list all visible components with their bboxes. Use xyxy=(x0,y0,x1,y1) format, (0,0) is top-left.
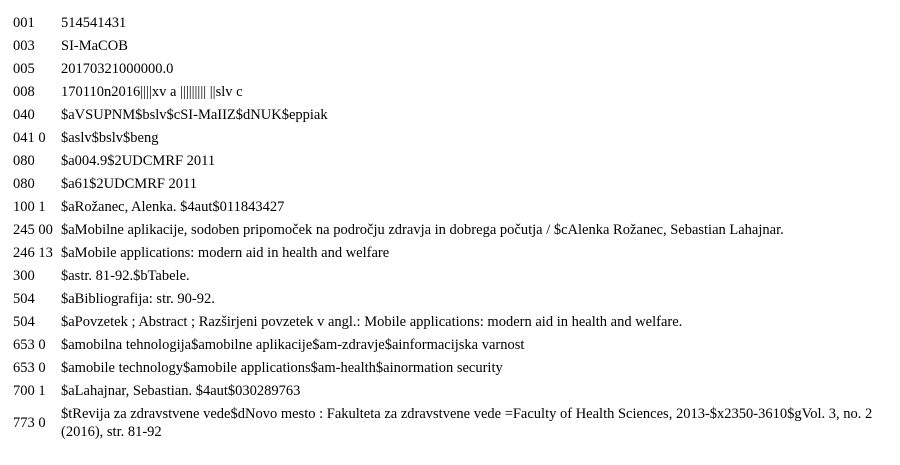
field-row xyxy=(0,267,900,285)
field-tag: 773 0 xyxy=(13,415,46,431)
field-tag: 700 1 xyxy=(13,383,46,399)
field-row xyxy=(0,60,900,78)
field-row xyxy=(0,152,900,170)
field-row xyxy=(0,37,900,55)
field-tag: 246 13 xyxy=(13,245,53,261)
field-tag: 653 0 xyxy=(13,337,46,353)
field-tag: 504 xyxy=(13,314,35,330)
field-value: $a61$2UDCMRF 2011 xyxy=(61,176,198,192)
field-row xyxy=(0,290,900,308)
field-value: $aVSUPNM$bslv$cSI-MaIIZ$dNUK$eppiak xyxy=(61,107,328,123)
field-row xyxy=(0,221,900,239)
field-row xyxy=(0,382,900,400)
field-tag: 080 xyxy=(13,153,35,169)
field-row xyxy=(0,106,900,124)
marc-record xyxy=(0,14,900,446)
field-value: 170110n2016||||xv a ||||||||| ||slv c xyxy=(61,84,243,100)
field-value: $aPovzetek ; Abstract ; Razširjeni povzetek v angl.: Mobile applications: modern aid in health and welfare. xyxy=(61,314,683,330)
field-value: $aLahajnar, Sebastian. $4aut$030289763 xyxy=(61,383,301,399)
field-value: $amobile technology$amobile applications$am-health$ainormation security xyxy=(61,360,503,376)
field-value: $aMobilne aplikacije, sodoben pripomoček na področju zdravja in dobrega počutja / $cAlenka Rožanec, Sebastian Lahajnar. xyxy=(61,222,784,238)
field-row xyxy=(0,359,900,377)
field-value: $aBibliografija: str. 90-92. xyxy=(61,291,215,307)
field-value: SI-MaCOB xyxy=(61,38,128,54)
field-row xyxy=(0,175,900,193)
field-row xyxy=(0,405,900,441)
field-tag: 653 0 xyxy=(13,360,46,376)
field-tag: 504 xyxy=(13,291,35,307)
field-row xyxy=(0,244,900,262)
field-value: $amobilna tehnologija$amobilne aplikacije$am-zdravje$ainformacijska varnost xyxy=(61,337,525,353)
field-row xyxy=(0,313,900,331)
field-tag: 041 0 xyxy=(13,130,46,146)
field-value: $aslv$bslv$beng xyxy=(61,130,159,146)
field-value: 514541431 xyxy=(61,15,127,31)
field-value: 20170321000000.0 xyxy=(61,61,174,77)
field-row xyxy=(0,336,900,354)
field-value: $aRožanec, Alenka. $4aut$011843427 xyxy=(61,199,285,215)
field-value: $astr. 81-92.$bTabele. xyxy=(61,268,190,284)
field-row xyxy=(0,129,900,147)
field-value: $aMobile applications: modern aid in health and welfare xyxy=(61,245,390,261)
field-tag: 040 xyxy=(13,107,35,123)
field-tag: 100 1 xyxy=(13,199,46,215)
field-tag: 005 xyxy=(13,61,35,77)
field-row xyxy=(0,198,900,216)
field-tag: 003 xyxy=(13,38,35,54)
field-tag: 245 00 xyxy=(13,222,53,238)
field-value: $tRevija za zdravstvene vede$dNovo mesto : Fakulteta za zdravstvene vede =Faculty of Health Sciences, 2013-$x2350-3610$gVol. 3, no. 2 (2016), str. 81-92 xyxy=(61,406,873,440)
field-tag: 300 xyxy=(13,268,35,284)
field-row xyxy=(0,83,900,101)
field-row xyxy=(0,14,900,32)
field-value: $a004.9$2UDCMRF 2011 xyxy=(61,153,216,169)
field-tag: 080 xyxy=(13,176,35,192)
field-tag: 001 xyxy=(13,15,35,31)
field-tag: 008 xyxy=(13,84,35,100)
